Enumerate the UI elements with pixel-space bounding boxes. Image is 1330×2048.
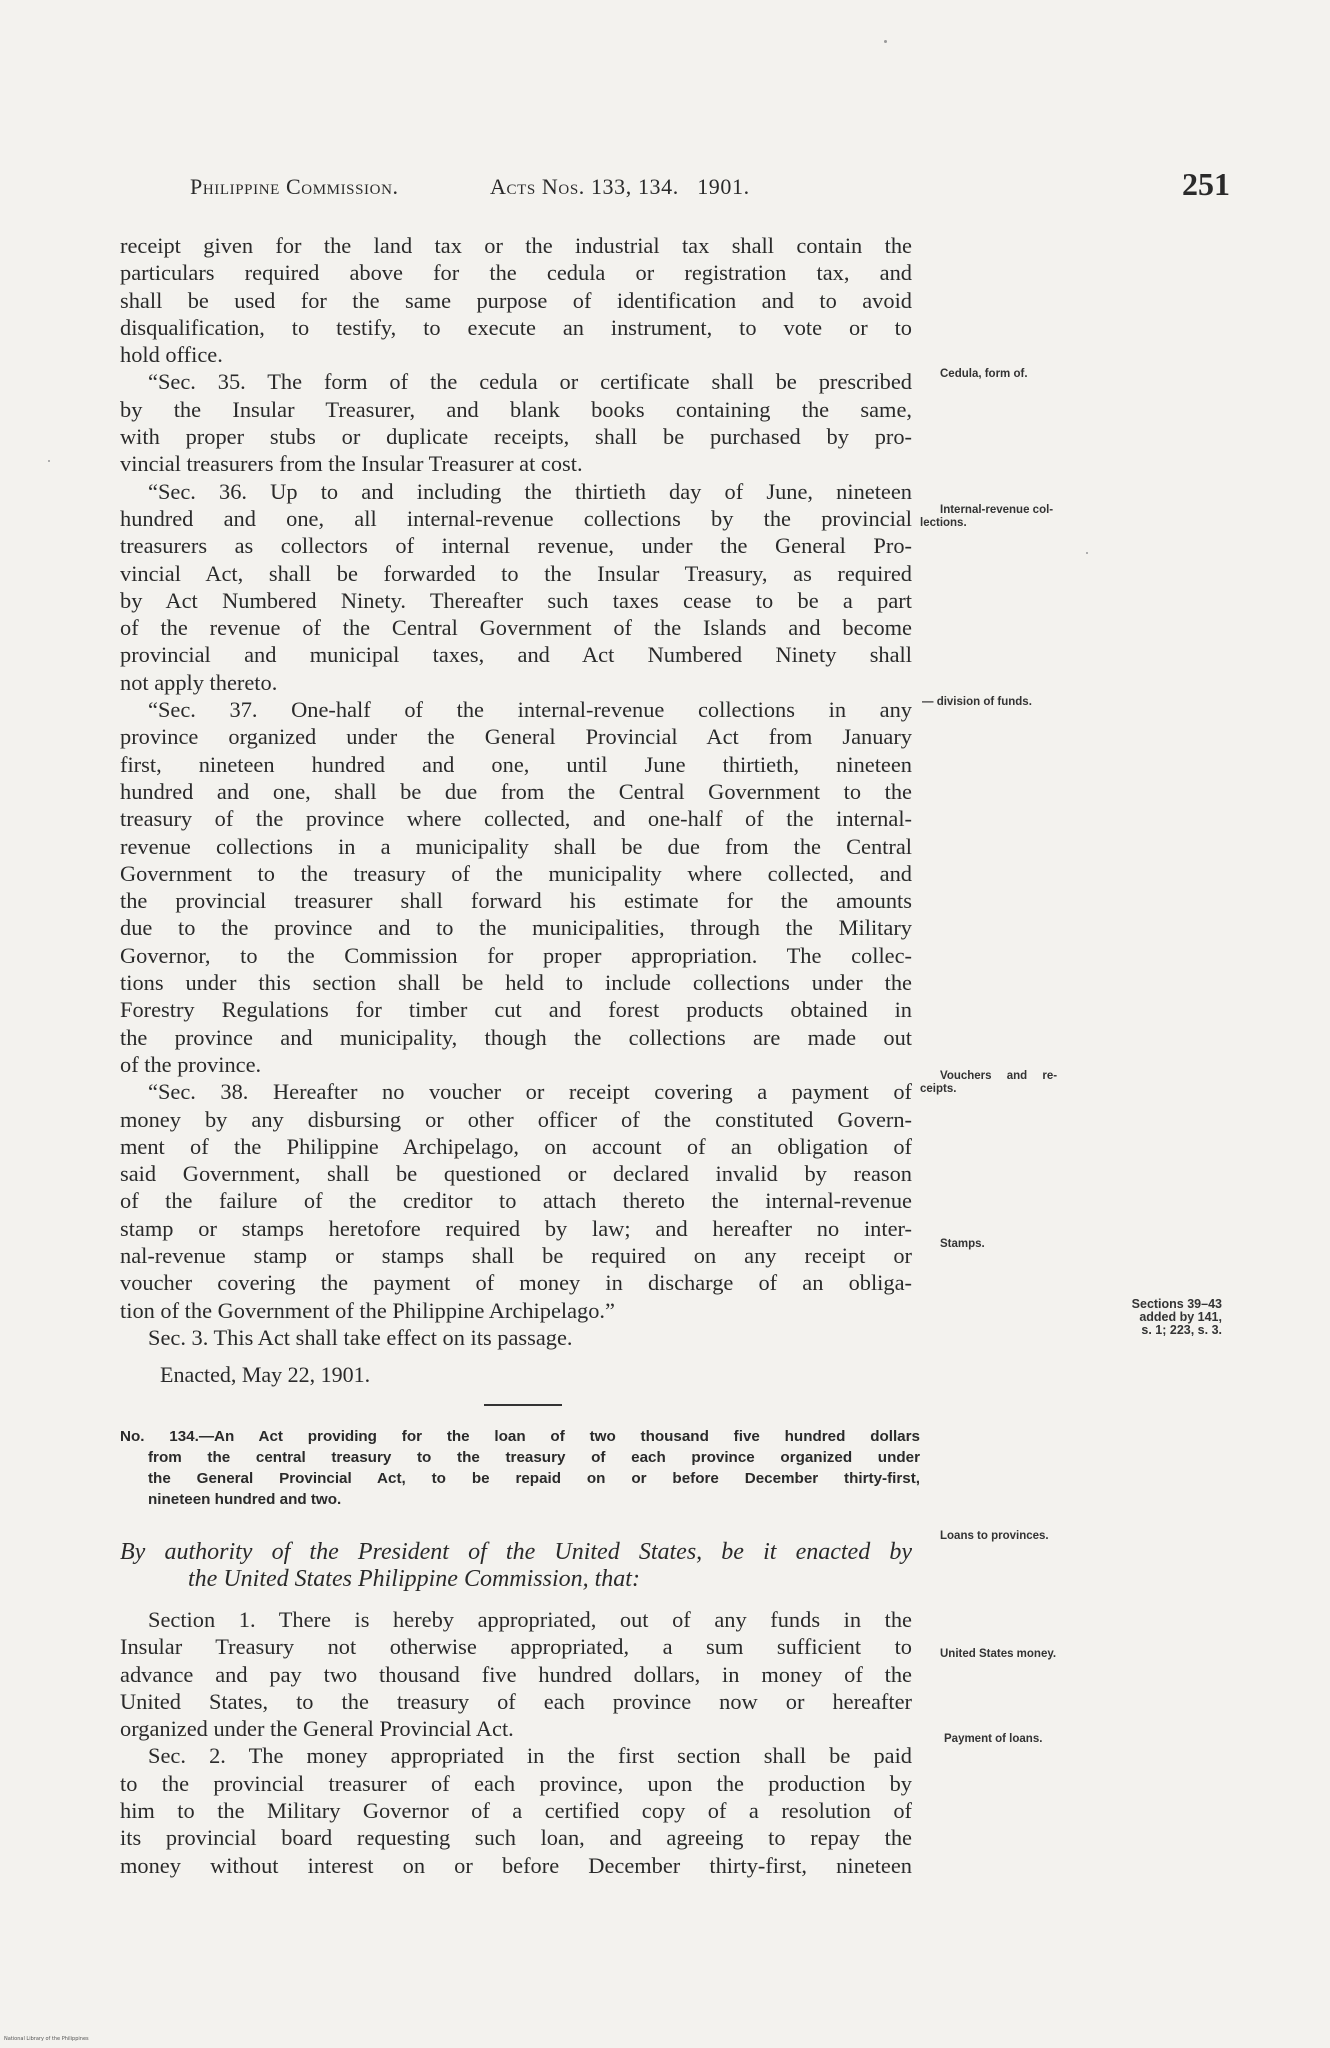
text-line: hold office.	[120, 342, 223, 368]
text-line: voucher covering the payment of money in discharge of an obliga-	[120, 1270, 912, 1296]
text-line: “Sec. 35. The form of the cedula or certificate shall be prescribed	[148, 369, 912, 395]
text-line: tion of the Government of the Philippine Archipelago.”	[120, 1297, 615, 1323]
text-line: money without interest on or before December thirty-first, nineteen	[120, 1852, 912, 1878]
margin-note-stamps: Stamps.	[940, 1238, 985, 1250]
margin-note-line: lections.	[920, 517, 967, 529]
scan-footer: National Library of the Philippines	[4, 2036, 89, 2042]
text-line: of the province.	[120, 1051, 262, 1077]
title-line: the General Provincial Act, to be repaid on or before December thirty-first,	[148, 1470, 920, 1487]
enacting-clause-line: By authority of the President of the United States, be it enacted by	[120, 1539, 912, 1565]
text-line: Insular Treasury not otherwise appropriated, a sum sufficient to	[120, 1634, 912, 1660]
text-line: by the Insular Treasurer, and blank books containing the same,	[120, 396, 912, 422]
text-line: vincial treasurers from the Insular Treasurer at cost.	[120, 451, 583, 477]
text-line: ment of the Philippine Archipelago, on account of an obligation of	[120, 1133, 912, 1159]
text-line: by Act Numbered Ninety. Thereafter such taxes cease to be a part	[120, 587, 912, 613]
text-line: treasurers as collectors of internal revenue, under the General Pro-	[120, 533, 912, 559]
running-header	[190, 166, 1230, 206]
text-line: province organized under the General Provincial Act from January	[120, 724, 912, 750]
paper-speck	[48, 460, 50, 462]
text-line: revenue collections in a municipality shall be due from the Central	[120, 833, 912, 859]
text-line: due to the province and to the municipalities, through the Military	[120, 915, 912, 941]
text-line: said Government, shall be questioned or declared invalid by reason	[120, 1161, 912, 1187]
text-line: United States, to the treasury of each province now or hereafter	[120, 1688, 912, 1714]
text-line: hundred and one, shall be due from the Central Government to the	[120, 778, 912, 804]
text-line: stamp or stamps heretofore required by law; and hereafter no inter-	[120, 1215, 912, 1241]
header-acts-year	[490, 174, 750, 200]
text-line: nal-revenue stamp or stamps shall be required on any receipt or	[120, 1242, 912, 1268]
text-line: advance and pay two thousand five hundred dollars, in money of the	[120, 1661, 912, 1687]
text-line: of the revenue of the Central Government of the Islands and become	[120, 615, 912, 641]
text-line: particulars required above for the cedula or registration tax, and	[120, 260, 912, 286]
text-line: with proper stubs or duplicate receipts, shall be purchased by pro-	[120, 424, 912, 450]
margin-note-vouchers	[920, 1070, 1058, 1096]
enactment-date: Enacted, May 22, 1901.	[160, 1362, 371, 1387]
text-line: of the failure of the creditor to attach thereto the internal-revenue	[120, 1188, 912, 1214]
text-line: money by any disbursing or other officer of the constituted Govern-	[120, 1106, 912, 1132]
text-line: Forestry Regulations for timber cut and forest products obtained in	[120, 997, 912, 1023]
text-line: tions under this section shall be held to include collections under the	[120, 970, 912, 996]
text-line: Government to the treasury of the municipality where collected, and	[120, 860, 912, 886]
text-line: treasury of the province where collected, and one-half of the internal-	[120, 806, 912, 832]
text-line: receipt given for the land tax or the industrial tax shall contain the	[120, 233, 912, 258]
text-line: Sec. 2. The money appropriated in the first section shall be paid	[148, 1743, 912, 1769]
title-line: No. 134.—An Act providing for the loan of two thousand five hundred dollars	[120, 1428, 920, 1445]
text-line: Governor, to the Commission for proper appropriation. The collec-	[120, 942, 912, 968]
body-text-act-133	[120, 232, 912, 1351]
text-line: “Sec. 38. Hereafter no voucher or receipt covering a payment of	[148, 1079, 912, 1105]
text-line: him to the Military Governor of a certified copy of a resolution of	[120, 1798, 912, 1824]
margin-note-sections-added: Sections 39–43 added by 141, s. 1; 223, s. 3.	[1131, 1297, 1222, 1337]
text-line: not apply thereto.	[120, 669, 278, 695]
margin-note-line: Vouchers and re-	[940, 1070, 1058, 1082]
text-line: “Sec. 37. One-half of the internal-revenue collections in any	[148, 697, 912, 723]
title-line: from the central treasury to the treasury of each province organized under	[148, 1449, 920, 1466]
margin-note-line: Internal-revenue col-	[940, 504, 1054, 516]
text-line: its provincial board requesting such loan, and agreeing to repay the	[120, 1825, 912, 1851]
section-divider	[484, 1404, 562, 1406]
margin-note-payment: Payment of loans.	[944, 1733, 1043, 1745]
text-line: vincial Act, shall be forwarded to the Insular Treasury, as required	[120, 560, 912, 586]
text-line: disqualification, to testify, to execute an instrument, to vote or to	[120, 314, 912, 340]
margin-note-us-money: United States money.	[940, 1648, 1057, 1660]
text-line: the provincial treasurer shall forward his estimate for the amounts	[120, 888, 912, 914]
text-line: Sec. 3. This Act shall take effect on its passage.	[148, 1324, 573, 1350]
text-line: provincial and municipal taxes, and Act Numbered Ninety shall	[120, 642, 912, 668]
header-year: 1901.	[697, 174, 750, 199]
text-line: to the provincial treasurer of each province, upon the production by	[120, 1770, 912, 1796]
body-text-act-134	[120, 1606, 912, 1879]
text-line: the province and municipality, though the collections are made out	[120, 1024, 912, 1050]
margin-note-division: — division of funds.	[922, 696, 1032, 708]
margin-note-internal-revenue	[920, 504, 1054, 530]
text-line: organized under the General Provincial Act.	[120, 1716, 514, 1742]
running-title: Philippine Commission.	[190, 174, 399, 199]
enacting-clause	[120, 1536, 912, 1595]
margin-note-cedula: Cedula, form of.	[940, 368, 1028, 380]
title-line: nineteen hundred and two.	[148, 1491, 342, 1508]
page-number: 251	[1182, 166, 1230, 202]
text-line: hundred and one, all internal-revenue collections by the provincial	[120, 505, 912, 531]
text-line: Section 1. There is hereby appropriated, out of any funds in the	[148, 1607, 912, 1632]
text-line: “Sec. 36. Up to and including the thirtieth day of June, nineteen	[148, 478, 912, 504]
text-line: first, nineteen hundred and one, until June thirtieth, nineteen	[120, 751, 912, 777]
header-acts: Acts Nos. 133, 134.	[490, 174, 679, 199]
paper-speck	[1086, 552, 1088, 554]
text-line: shall be used for the same purpose of identification and to avoid	[120, 287, 912, 313]
paper-speck	[884, 40, 887, 43]
margin-note-line: ceipts.	[920, 1083, 957, 1095]
act-134-title	[120, 1426, 920, 1510]
enacting-clause-line: the United States Philippine Commission, that:	[188, 1566, 640, 1593]
margin-note-loans: Loans to provinces.	[940, 1530, 1049, 1542]
